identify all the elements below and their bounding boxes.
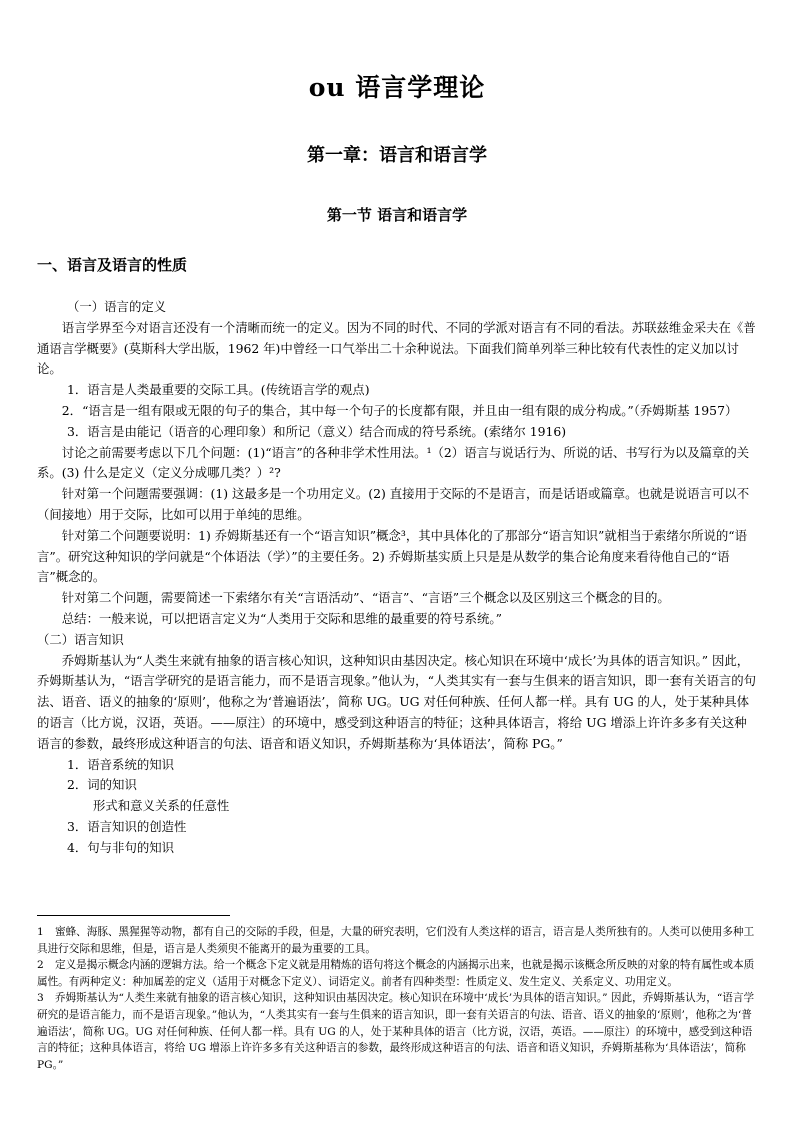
- paragraph-intro: 语言学界至今对语言还没有一个清晰而统一的定义。因为不同的时代、不同的学派对语言有不同的看法。苏联兹维金采夫在《普通语言学概要》(莫斯科大学出版，1962 年)中曾经一口气举出二十余种说法。下面我们简单列举三种比较有代表性的定义加以讨论。: [37, 319, 756, 377]
- sub-heading-definition: （一）语言的定义: [67, 299, 167, 314]
- list-item: 1．语音系统的知识: [67, 756, 175, 772]
- section-heading: 第一节 语言和语言学: [326, 206, 468, 224]
- list-item: 3．语言知识的创造性: [67, 818, 187, 834]
- body-text: [37, 297, 759, 859]
- footnotes: [37, 924, 759, 1073]
- footnote-number: 3: [37, 992, 44, 1005]
- paragraph-summary: 总结：一般来说，可以把语言定义为“人类用于交际和思维的最重要的符号系统。”: [61, 610, 502, 626]
- paragraph-question-3: 针对第二个问题，需要简述一下索绪尔有关“言语活动”、“语言”、“言语”三个概念以及区别这三个概念的目的。: [61, 590, 670, 606]
- list-item: 2．词的知识: [67, 777, 137, 793]
- paragraph-question-1: 针对第一个问题需要强调：(1) 这最多是一个功用定义。(2) 直接用于交际的不是语言，而是话语或篇章。也就是说语言可以不（间接地）用于交际，比如可以用于单纯的思维。: [37, 486, 750, 522]
- chapter-heading: 第一章：语言和语言学: [307, 145, 487, 166]
- definition-1: 1．语言是人类最重要的交际工具。(传统语言学的观点): [67, 382, 370, 398]
- footnote-number: 2: [37, 959, 44, 972]
- paragraph-chomsky: 乔姆斯基认为“人类生来就有抽象的语言核心知识，这种知识由基因决定。核心知识在环境中‘成长’为具体的语言知识。” 因此，乔姆斯基认为，“语言学研究的是语言能力，而不是语言现象。”他认为，“人类其实有一套与生俱来的语言知识，即一套有关语言的句法、语音、语义的抽象的‘原则’，他称之为‘普遍语法’，简称 UG。UG 对任何种族、任何人都一样。具有 UG 的人，处于某种具体的语言（比方说，汉语，英语。——原注）的环境中，感受到这种语言的特征；这种具体语言，将给 UG 增添上许许多多有关这种语言的参数，最终形成这种语言的句法、语音和语义知识，乔姆斯基称为‘具体语法’，简称 PG。”: [37, 652, 757, 751]
- footnote: [37, 924, 759, 957]
- list-item: 4．句与非句的知识: [67, 839, 175, 855]
- paragraph-questions: 讨论之前需要考虑以下几个问题：(1)“语言”的各种非学术性用法。¹（2）语言与说话行为、所说的话、书写行为以及篇章的关系。(3) 什么是定义（定义分成哪几类？）²?: [37, 444, 750, 481]
- footnote-number: 1: [37, 926, 44, 938]
- footnote-divider: [37, 915, 230, 916]
- list-item: 形式和意义关系的任意性: [93, 798, 230, 814]
- footnote-text: 定义是揭示概念内涵的逻辑方法。给一个概念下定义就是用精炼的语句将这个概念的内涵揭示出来，也就是揭示该概念所反映的对象的特有属性或本质属性。有两种定义：种加属差的定义（适用于对概念下定义）、词语定义。前者有四种类型：性质定义、发生定义、关系定义、功用定义。: [37, 959, 755, 988]
- sub-heading-knowledge: （二）语言知识: [37, 631, 124, 647]
- footnote: [37, 957, 759, 990]
- definition-3: 3．语言是由能记（语音的心理印象）和所记（意义）结合而成的符号系统。(索绪尔 1916): [67, 423, 567, 439]
- document-title: ou 语言学理论: [308, 73, 486, 102]
- subsection-heading: 一、语言及语言的性质: [37, 256, 188, 274]
- footnote: [37, 990, 759, 1073]
- footnote-text: 乔姆斯基认为“人类生来就有抽象的语言核心知识，这种知识由基因决定。核心知识在环境中‘成长’为具体的语言知识。” 因此，乔姆斯基认为，“语言学研究的是语言能力，而不是语言现象。”他认为，“人类其实有一套与生俱来的语言知识，即一套有关语言的句法、语音、语义的抽象的‘原则’，他称之为‘普遍语法’，简称 UG。UG 对任何种族、任何人都一样。具有 UG 的人，处于某种具体的语言（比方说，汉语，英语。——原注）的环境中，感受到这种语言的特征；这种具体语言，将给 UG 增添上许许多多有关这种语言的参数，最终形成这种语言的句法、语音和语义知识，乔姆斯基称为‘具体语法’，简称 PG。”: [37, 992, 755, 1071]
- definition-2: 2．“语言是一组有限或无限的句子的集合，其中每一个句子的长度都有限，并且由一组有限的成分构成。”（乔姆斯基 1957）: [61, 402, 738, 418]
- paragraph-question-2: 针对第二个问题要说明：1) 乔姆斯基还有一个“语言知识”概念³，其中具体化的了那部分“语言知识”就相当于索绪尔所说的“语言”。研究这种知识的学问就是“个体语法（学）”的主要任务。2) 乔姆斯基实质上只是是从数学的集合论角度来看待他自己的“语言”概念的。: [37, 527, 748, 585]
- footnote-text: 蜜蜂、海豚、黑猩猩等动物，都有自己的交际的手段，但是，大量的研究表明，它们没有人类这样的语言，语言是人类所独有的。人类可以使用多种工具进行交际和思维，但是，语言是人类须臾不能离开的最为重要的工具。: [37, 926, 755, 955]
